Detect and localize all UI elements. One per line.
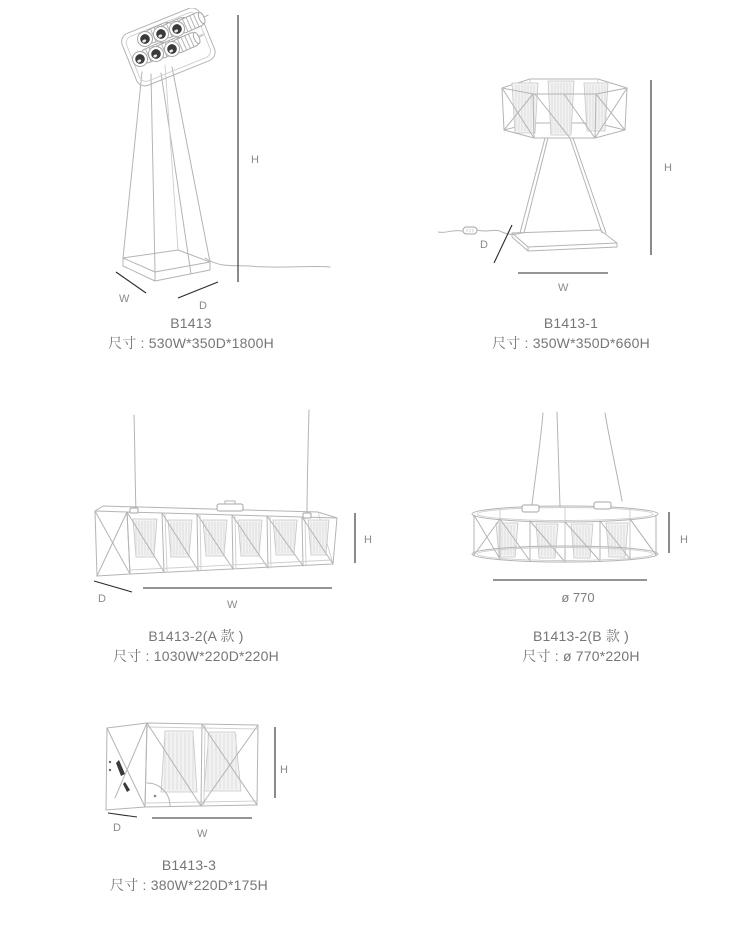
product-model: B1413-2(A 款 ): [148, 628, 244, 644]
canopy: [130, 501, 311, 518]
product-size: 尺寸 : 350W*350D*660H: [492, 335, 650, 351]
linear-pendant-drawing: [85, 408, 385, 620]
table-lamp-drawing: [438, 58, 700, 303]
product-size: 尺寸 : 1030W*220D*220H: [113, 648, 279, 664]
base-frame: [123, 250, 210, 281]
depth-dimension-line: [94, 581, 132, 592]
floor-lamp-drawing: [85, 8, 335, 313]
width-dimension-label: W: [558, 282, 569, 294]
depth-dimension-line: [178, 282, 218, 298]
power-cord: [205, 258, 330, 267]
figure-caption-floor-lamp: [61, 313, 321, 353]
depth-dimension-label: D: [480, 239, 488, 251]
figure-caption-linear-pendant: [66, 626, 326, 666]
front-truss: [145, 723, 258, 807]
suspension-wires: [532, 412, 622, 507]
stand-frame: [512, 138, 617, 251]
product-model: B1413: [170, 315, 212, 331]
figure-caption-wall-lamp: [59, 855, 319, 895]
depth-dimension-line: [108, 813, 137, 817]
round-pendant-drawing: [460, 408, 710, 615]
width-dimension-label: W: [197, 828, 208, 840]
product-size: 尺寸 : 380W*220D*175H: [110, 877, 268, 893]
product-model: B1413-3: [161, 857, 217, 873]
height-dimension-label: H: [364, 534, 372, 546]
width-dimension-label: W: [119, 293, 130, 305]
product-size: 尺寸 : 530W*350D*1800H: [108, 335, 274, 351]
product-size: 尺寸 : ø 770*220H: [522, 648, 640, 664]
tower-frame: [123, 65, 210, 274]
diameter-dimension-label: ø 770: [561, 590, 595, 605]
height-dimension-label: H: [280, 764, 288, 776]
wall-lamp-drawing: [85, 698, 315, 853]
depth-dimension-label: D: [199, 300, 207, 312]
height-dimension-label: H: [680, 534, 688, 546]
height-dimension-label: H: [251, 154, 259, 166]
product-model: B1413-1: [543, 315, 599, 331]
product-model: B1413-2(B 款 ): [533, 628, 629, 644]
figure-caption-round-pendant: [451, 626, 711, 666]
truss-front-face: [127, 512, 337, 574]
width-dimension-label: W: [227, 599, 238, 611]
side-panel: [106, 723, 147, 810]
figure-caption-table-lamp: [441, 313, 701, 353]
canopy: [522, 502, 611, 512]
height-dimension-label: H: [664, 162, 672, 174]
depth-dimension-label: D: [113, 822, 121, 834]
suspension-wires: [134, 410, 309, 518]
depth-dimension-label: D: [98, 593, 106, 605]
spotlight-head: [119, 8, 218, 89]
